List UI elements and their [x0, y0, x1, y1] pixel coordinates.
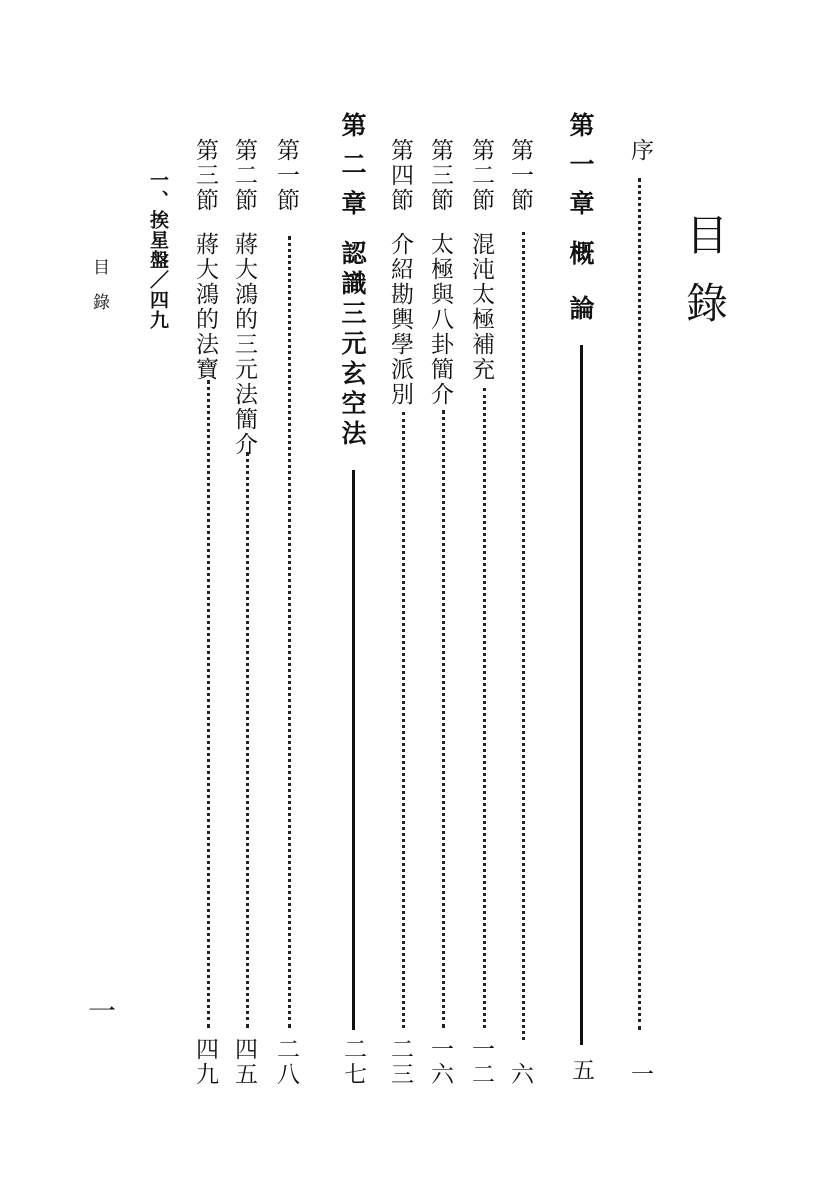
entry-label: 第二節 [231, 138, 257, 213]
leader-dots [638, 178, 641, 1030]
toc-entry-ch2-section-2[interactable] [232, 0, 272, 1188]
leader-dots [288, 236, 291, 1028]
entry-title: 混沌太極補充 [468, 232, 494, 382]
entry-label: 第三節 [427, 138, 453, 213]
toc-entry-chapter-2[interactable] [334, 0, 374, 1188]
entry-page: 二八 [273, 1037, 299, 1087]
entry-label: 第一節 [273, 138, 299, 213]
chapter-label: 第二章 [338, 112, 367, 229]
entry-title: 太極與八卦簡介 [427, 232, 453, 407]
toc-subentry-star-plate[interactable]: 一、挨星盤／四九 [147, 170, 169, 330]
page-number: 一 [84, 996, 117, 1024]
entry-title: 介紹勘輿學派別 [387, 232, 413, 407]
chapter-title: 認識三元玄空法 [338, 240, 367, 450]
entry-label: 第三節 [192, 138, 218, 213]
chapter-rule [580, 345, 583, 1045]
leader-dots [483, 388, 486, 1028]
entry-page: 一二 [468, 1037, 494, 1087]
toc-entry-preface[interactable] [620, 0, 660, 1188]
toc-entry-chapter-1[interactable] [562, 0, 602, 1188]
toc-entry-ch1-section-1[interactable] [508, 0, 548, 1188]
entry-label: 第一節 [507, 138, 533, 213]
entry-page: 六 [507, 1062, 533, 1087]
chapter-label: 第一章 [566, 112, 595, 229]
leader-dots [522, 232, 525, 1040]
toc-entry-ch1-section-3[interactable] [428, 0, 468, 1188]
entry-label: 第四節 [387, 138, 413, 213]
page-title: 目錄 [680, 213, 729, 349]
toc-entry-ch2-section-1[interactable] [274, 0, 314, 1188]
entry-page: 二三 [387, 1037, 413, 1087]
leader-dots [442, 410, 445, 1028]
chapter-title: 概論 [566, 240, 595, 350]
entry-page: 一六 [427, 1037, 453, 1087]
entry-page: 一 [627, 1062, 653, 1087]
running-header: 目錄 [89, 258, 109, 328]
entry-title: 蔣大鴻的三元法簡介 [231, 232, 257, 457]
leader-dots [246, 452, 249, 1028]
entry-label: 第二節 [468, 138, 494, 213]
entry-page: 四九 [192, 1037, 218, 1087]
entry-page: 四五 [231, 1037, 257, 1087]
entry-page: 五 [568, 1058, 594, 1083]
chapter-rule [352, 470, 355, 1030]
toc-entry-ch2-section-3[interactable] [193, 0, 233, 1188]
leader-dots [402, 412, 405, 1028]
entry-page: 二七 [340, 1037, 366, 1087]
toc-entry-ch1-section-2[interactable] [469, 0, 509, 1188]
entry-label: 序 [627, 138, 653, 163]
entry-title: 蔣大鴻的法寶 [192, 232, 218, 382]
toc-entry-ch1-section-4[interactable] [388, 0, 428, 1188]
leader-dots [207, 380, 210, 1028]
